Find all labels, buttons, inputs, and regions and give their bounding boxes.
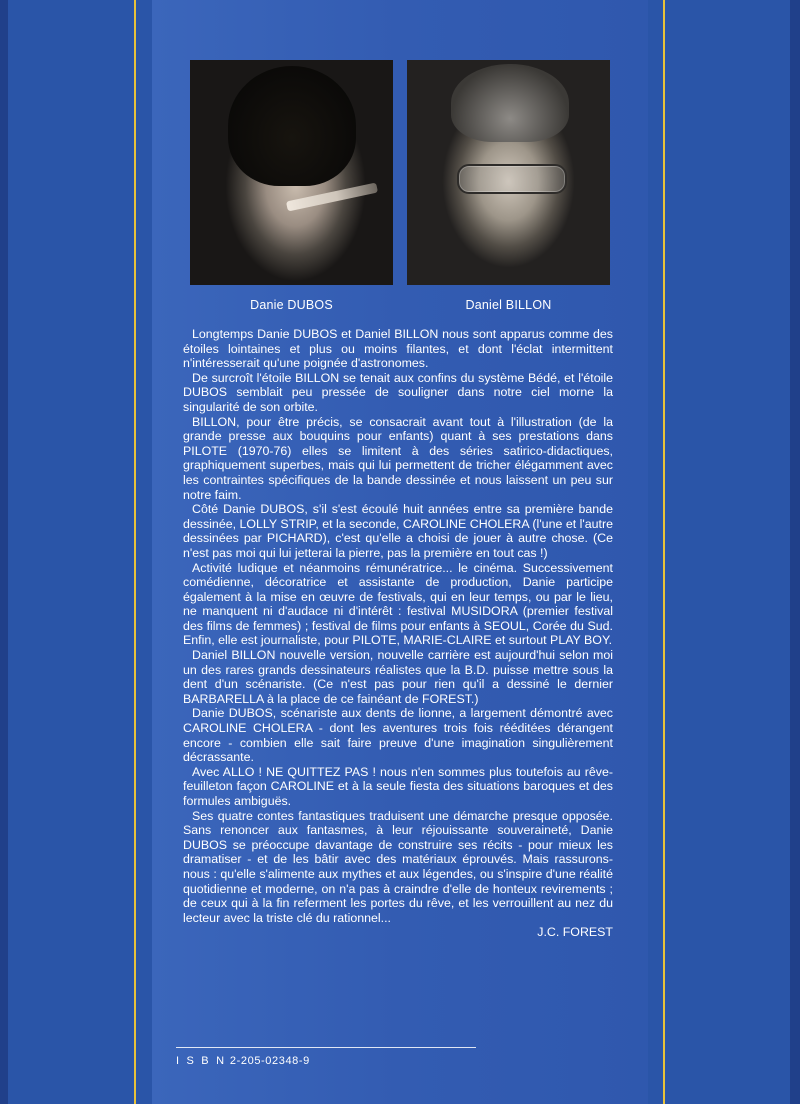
blurb-paragraph: Danie DUBOS, scénariste aux dents de lionne, a largement démontré avec CAROLINE CHOLERA - dont les aventures trois fois rééditées dérangent encore - combien elle sait faire preuve d'une imagination singulièrement décrassante.: [183, 706, 613, 765]
photo-caption: Danie DUBOS: [250, 298, 333, 312]
portrait-image: [190, 60, 393, 285]
isbn-number: 2-205-02348-9: [229, 1055, 310, 1067]
blurb-text: [183, 327, 613, 940]
isbn-block: [176, 1055, 310, 1067]
left-edge-shadow: [0, 0, 8, 1104]
blurb-paragraph: Daniel BILLON nouvelle version, nouvelle carrière est aujourd'hui selon moi un des rares grands dessinateurs réalistes que la B.D. puisse mettre sous la dent d'un scénariste. (Ce n'est pas pour rien qu'il a dessiné le dernier BARBARELLA à la place de ce fainéant de FOREST.): [183, 648, 613, 706]
author-photo-block: [407, 60, 610, 312]
isbn-label: I S B N: [176, 1055, 227, 1067]
author-signature: J.C. FOREST: [537, 925, 613, 940]
blurb-paragraph: BILLON, pour être précis, se consacrait avant tout à l'illustration (de la grande presse aux bouquins pour enfants) quant à ses prestations dans PILOTE (1970-76) elles se limitent à des séries satirico-didactiques, graphiquement superbes, mais qui lui permettent de tricher élégamment avec les contraintes spécifiques de la bande dessinée et nous laissent un peu sur notre faim.: [183, 414, 613, 502]
author-photo-block: [190, 60, 393, 312]
blurb-paragraph: Ses quatre contes fantastiques traduisent une démarche presque opposée. Sans renoncer aux fantasmes, à leur réjouissante souveraineté, Danie DUBOS se préoccupe davantage de construire ses récits - pour mieux les dramatiser - et de les bâtir avec des matériaux éprouvés. Mais rassurons-nous : qu'elle s'alimente aux mythes et aux légendes, ou s'inspire d'une réalité quotidienne et moderne, on n'a pas à craindre d'elle de honteux revirements ; de ceux qui à la fin referment les portes du rêve, et les verrouillent au nez du lecteur avec la triste clé du rationnel...: [183, 808, 613, 925]
blurb-paragraph: De surcroît l'étoile BILLON se tenait aux confins du système Bédé, et l'étoile DUBOS semblait peu pressée de souligner dans notre ciel morne la singularité de son orbite.: [183, 370, 613, 414]
portrait-daniel-billon: [407, 60, 610, 285]
blurb-paragraph: Avec ALLO ! NE QUITTEZ PAS ! nous n'en sommes plus toutefois au rêve-feuilleton façon CAROLINE et à la seule fiesta des situations baroques et des formules ambiguës.: [183, 764, 613, 808]
portrait-danie-dubos: [190, 60, 393, 285]
left-yellow-stripe: [134, 0, 136, 1104]
blurb-paragraph: Côté Danie DUBOS, s'il s'est écoulé huit années entre sa première bande dessinée, LOLLY STRIP, et la seconde, CAROLINE CHOLERA (l'une et l'autre dessinées par PICHARD), c'est qu'elle a choisi de jouer à autre chose. (Ce n'est pas moi qui lui jetterai la pierre, pas la première en tout cas !): [183, 502, 613, 560]
photo-caption: Daniel BILLON: [465, 298, 552, 312]
author-photos: [190, 60, 610, 312]
isbn-rule: [176, 1047, 476, 1048]
portrait-image: [407, 60, 610, 285]
blurb-paragraph: Longtemps Danie DUBOS et Daniel BILLON nous sont apparus comme des étoiles lointaines et plus ou moins filantes, et dont l'éclat intermittent n'intéresserait qu'une poignée d'astronomes.: [183, 327, 613, 371]
right-yellow-stripe: [663, 0, 665, 1104]
blurb-paragraph: Activité ludique et néanmoins rémunératrice... le cinéma. Successivement comédienne, décoratrice et assistante de production, Danie participe également à la mise en œuvre de festivals, qui en leur temps, ou par le lieu, ne manquent ni d'audace ni d'intérêt : festival MUSIDORA (premier festival des films de femmes) ; festival de films pour enfants à SEOUL, Corée du Sud. Enfin, elle est journaliste, pour PILOTE, MARIE-CLAIRE et surtout PLAY BOY.: [183, 560, 613, 648]
right-edge-shadow: [790, 0, 800, 1104]
